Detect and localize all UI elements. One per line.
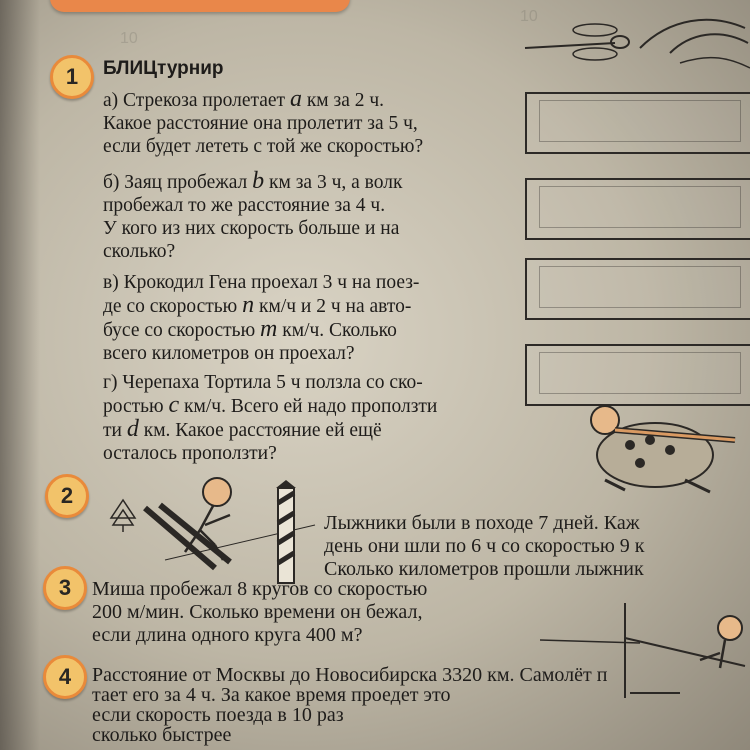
section-heading: БЛИЦтурнир xyxy=(103,58,224,79)
task-4-text: Расстояние от Москвы до Новосибирска 3320 км. Самолёт п тает его за 4 ч. За какое время проедет это если скорость поезда в 10 раз сколько быстрее xyxy=(92,664,608,746)
page-shadow xyxy=(0,0,40,750)
answer-box-b[interactable] xyxy=(525,178,750,240)
bleed-through-text: 10 xyxy=(520,8,538,25)
dragonfly-drawing xyxy=(520,8,750,88)
task-1a: а) Стрекоза пролетает a км за 2 ч. Какое расстояние она пролетит за 5 ч, если будет лететь с той же скоростью? xyxy=(103,86,424,157)
task-number-badge: 4 xyxy=(43,655,87,699)
border-post-drawing xyxy=(272,478,302,586)
answer-box-a[interactable] xyxy=(525,92,750,154)
task-number-badge: 2 xyxy=(45,474,89,518)
task-1b: б) Заяц пробежал b км за 3 ч, а волк пробежал то же расстояние за 4 ч. У кого из них скорость больше и на сколько? xyxy=(103,168,403,262)
header-accent-bar xyxy=(50,0,350,12)
task-2-text: Лыжники были в походе 7 дней. Каж день они шли по 6 ч со скоростью 9 к Сколько километров прошли лыжник xyxy=(324,512,645,580)
task-1d: г) Черепаха Тортила 5 ч ползла со ско- ростью c км/ч. Всего ей надо проползти ти d км. Какое расстояние ей ещё осталось проползти? xyxy=(103,372,438,464)
task-number-badge: 3 xyxy=(43,566,87,610)
bleed-through-text: 10 xyxy=(120,30,138,47)
task-number-badge: 1 xyxy=(50,55,94,99)
answer-box-c[interactable] xyxy=(525,258,750,320)
task-1c: в) Крокодил Гена проехал 3 ч на поез- де со скоростью n км/ч и 2 ч на авто- бусе со скоростью m км/ч. Сколько всего километров он проехал? xyxy=(103,272,420,364)
task-3-text: Миша пробежал 8 кругов со скоростью 200 м/мин. Сколько времени он бежал, если длина одного круга 400 м? xyxy=(92,578,428,646)
tortoise-drawing xyxy=(585,395,750,500)
